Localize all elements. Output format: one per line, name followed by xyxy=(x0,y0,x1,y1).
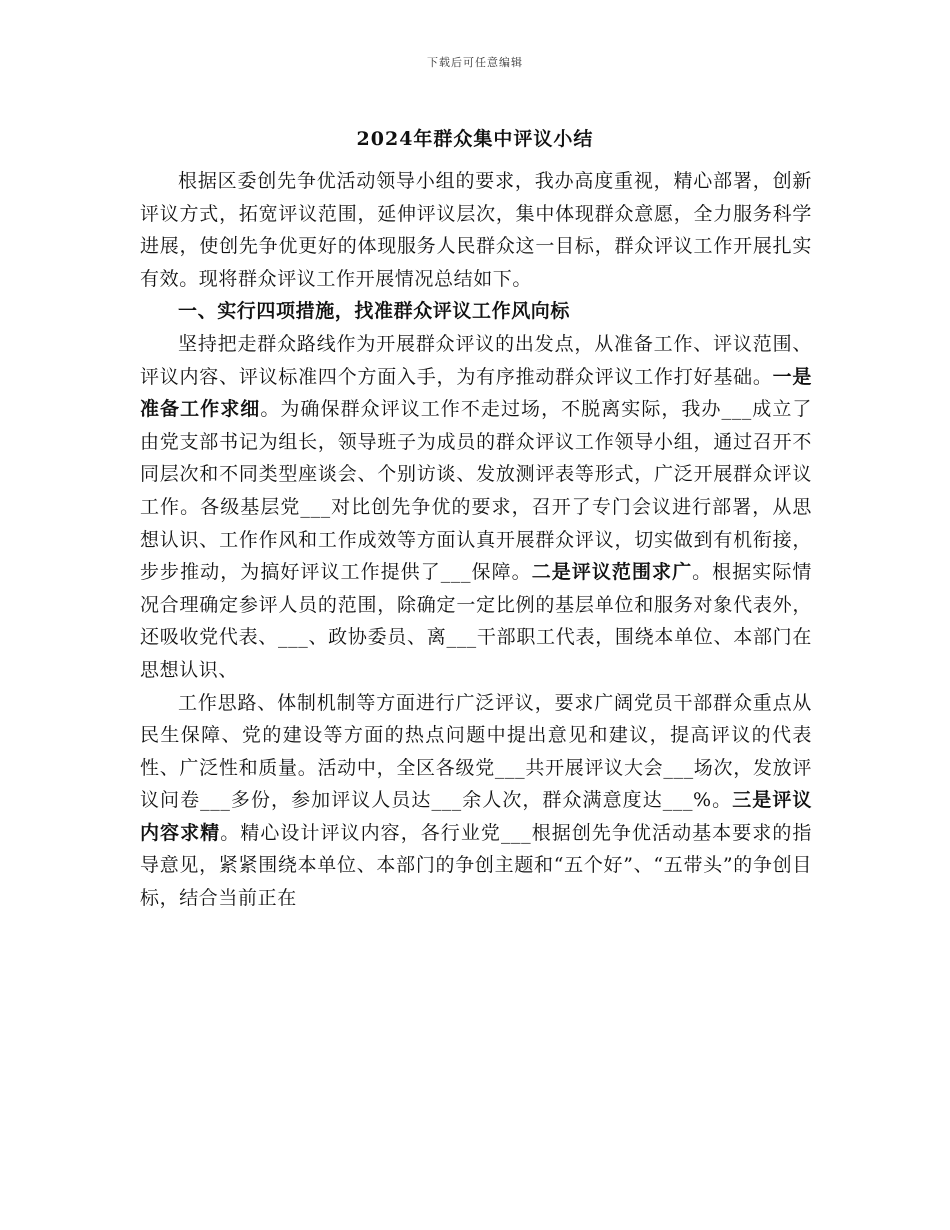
paragraph-intro: 根据区委创先争优活动领导小组的要求，我办高度重视，精心部署，创新评议方式，拓宽评议范围，延伸评议层次，集中体现群众意愿，全力服务科学进展，使创先争优更好的体现服务人民群众这一目标，群众评议工作开展扎实有效。现将群众评议工作开展情况总结如下。 xyxy=(140,170,812,290)
document-title: 2024年群众集中评议小结 xyxy=(356,128,594,150)
paragraph-continuation xyxy=(140,687,812,915)
paragraph-text: 工作思路、体制机制等方面进行广泛评议，要求广阔党员干部群众重点从民生保障、党的建设等方面的热点问题中提出意见和建议，提高评议的代表性、广泛性和质量。活动中，全区各级党___共开展评议大会___场次，发放评议问卷___多份，参加评议人员达___余人次，群众满意度达___%。 xyxy=(140,691,812,812)
document-body xyxy=(140,165,812,915)
bold-point-1: 一是准备工作求细 xyxy=(140,365,813,421)
page-header-note: 下载后可任意编辑 xyxy=(427,56,523,69)
paragraph-text: 。为确保群众评议工作不走过场，不脱离实际，我办___成立了由党支部书记为组长，领导班子为成员的群众评议工作领导小组，通过召开不同层次和不同类型座谈会、个别访谈、发放测评表等形式，广泛开展群众评议工作。各级基层党___对比创先争优的要求，召开了专门会议进行部署，从思想认识、工作作风和工作成效等方面认真开展群众评议，切实做到有机衔接，步步推动，为搞好评议工作提供了___保障。 xyxy=(140,398,812,584)
paragraph-text: 。根据实际情况合理确定参评人员的范围，除确定一定比例的基层单位和服务对象代表外，还吸收党代表、___、政协委员、离___干部职工代表，围绕本单位、本部门在思想认识、 xyxy=(140,561,812,681)
paragraph-text: 。精心设计评议内容，各行业党___根据创先争优活动基本要求的指导意见，紧紧围绕本单位、本部门的争创主题和“五个好”、“五带头”的争创目标，结合当前正在 xyxy=(140,821,812,910)
section-heading-1: 一、实行四项措施，找准群众评议工作风向标 xyxy=(178,300,571,323)
bold-point-3: 三是评议内容求精 xyxy=(140,789,812,844)
paragraph-section-1 xyxy=(140,328,812,687)
paragraph-text: 坚持把走群众路线作为开展群众评议的出发点，从准备工作、评议范围、评议内容、评议标准四个方面入手，为有序推动群众评议工作打好基础。 xyxy=(140,332,812,388)
bold-point-2: 二是评议范围求广 xyxy=(531,561,693,584)
